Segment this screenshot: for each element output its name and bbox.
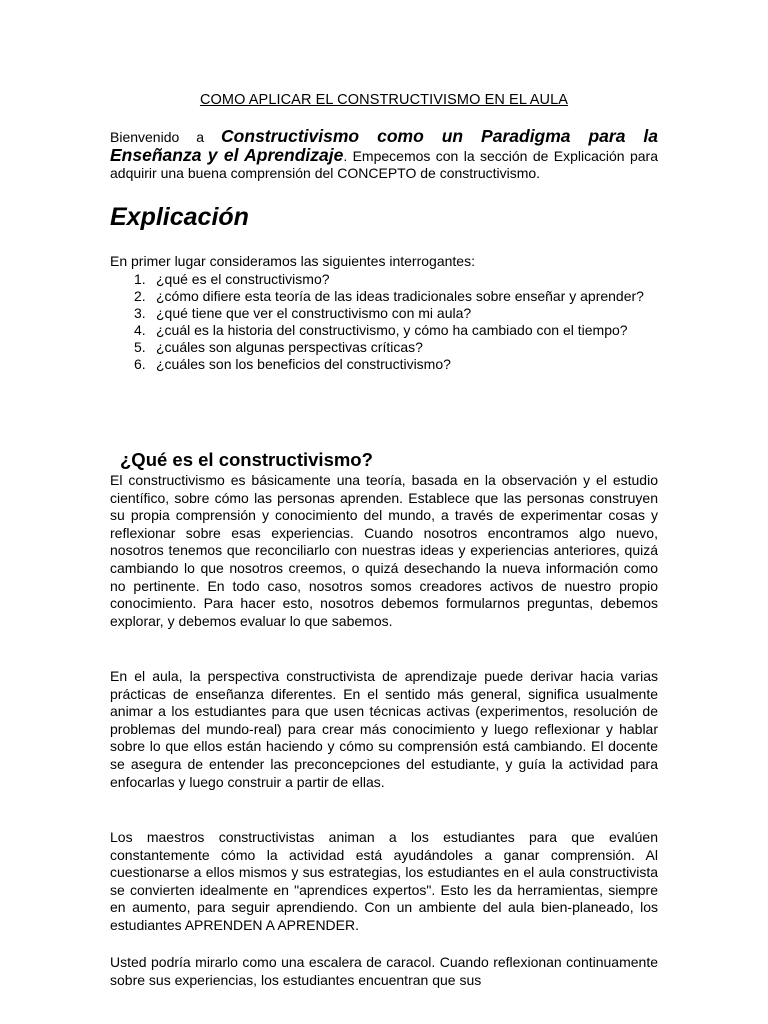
list-number: 3.: [134, 305, 146, 321]
section-heading-explicacion: Explicación: [110, 203, 249, 231]
list-item: [110, 288, 658, 305]
intro-prefix: Bienvenido a: [110, 129, 222, 145]
body-paragraph-1: El constructivismo es básicamente una teoría, basada en la observación y el estudio científico, sobre cómo las personas aprenden. Establece que las personas construyen su propia comprensión y conocimiento del mundo, a través de experimentar cosas y reflexionar sobre esas experiencias. Cuando nosotros encontramos algo nuevo, nosotros tenemos que reconciliarlo con nuestras ideas y experiencias anteriores, quizá cambiando lo que nosotros creemos, o quizá desechando la nueva información como no pertinente. En todo caso, nosotros somos creadores activos de nuestro propio conocimiento. Para hacer esto, nosotros debemos formularnos preguntas, debemos explorar, y debemos evaluar lo que sabemos.: [110, 472, 658, 629]
list-text: ¿cuáles son los beneficios del constructivismo?: [156, 356, 451, 372]
intro-emphasis: Constructivismo como un Paradigma para la Enseñanza y el Aprendizaje: [110, 126, 659, 165]
list-item: [110, 356, 658, 373]
intro-suffix: . Empecemos con la sección de Explicación para adquirir una buena comprensión del CONCEPTO de constructivismo.: [110, 148, 658, 181]
list-text: ¿cuál es la historia del constructivismo, y cómo ha cambiado con el tiempo?: [156, 322, 628, 338]
list-number: 6.: [134, 356, 146, 372]
list-text: ¿qué es el constructivismo?: [156, 271, 330, 287]
list-text: ¿qué tiene que ver el constructivismo con mi aula?: [156, 305, 472, 321]
list-item: [110, 271, 658, 288]
list-text: ¿cuáles son algunas perspectivas críticas?: [156, 339, 423, 355]
list-number: 4.: [134, 322, 146, 338]
list-item: [110, 305, 658, 322]
document-title: COMO APLICAR EL CONSTRUCTIVISMO EN EL AULA: [199, 92, 569, 108]
questions-lead: En primer lugar consideramos las siguientes interrogantes:: [110, 253, 475, 269]
list-item: [110, 339, 658, 356]
list-number: 5.: [134, 339, 146, 355]
list-text: ¿cómo difiere esta teoría de las ideas tradicionales sobre enseñar y aprender?: [156, 288, 644, 304]
list-number: 1.: [134, 271, 146, 287]
list-number: 2.: [134, 288, 146, 304]
list-item: [110, 322, 658, 339]
body-paragraph-3: Los maestros constructivistas animan a los estudiantes para que evalúen constantemente cómo la actividad está ayudándoles a ganar comprensión. Al cuestionarse a ellos mismos y sus estrategias, los estudiantes en el aula constructivista se convierten idealmente en "aprendices expertos". Esto les da herramientas, siempre en aumento, para seguir aprendiendo. Con un ambiente del aula bien-planeado, los estudiantes APRENDEN A APRENDER.: [110, 829, 658, 933]
body-paragraph-2: En el aula, la perspectiva constructivista de aprendizaje puede derivar hacia varias prácticas de enseñanza diferentes. En el sentido más general, significa usualmente animar a los estudiantes para que usen técnicas activas (experimentos, resolución de problemas del mundo-real) para crear más conocimiento y luego reflexionar y hablar sobre lo que ellos están haciendo y cómo su comprensión está cambiando. El docente se asegura de entender las preconcepciones del estudiante, y guía la actividad para enfocarlas y luego construir a partir de ellas.: [110, 668, 658, 790]
questions-list: [110, 271, 658, 373]
intro-paragraph: [110, 127, 658, 182]
body-paragraph-4: Usted podría mirarlo como una escalera de caracol. Cuando reflexionan continuamente sobre sus experiencias, los estudiantes encuentran que sus: [110, 954, 658, 988]
section-heading-que-es: ¿Qué es el constructivismo?: [120, 449, 373, 470]
